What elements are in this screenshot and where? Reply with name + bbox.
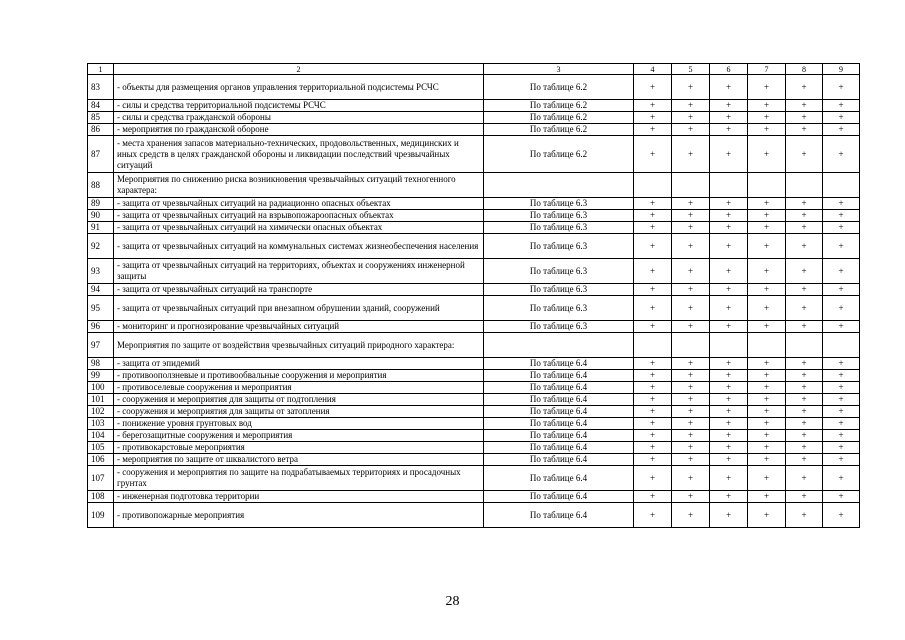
row-mark-cell: +: [672, 259, 710, 284]
row-reference-cell: По таблице 6.2: [484, 100, 634, 112]
row-mark-cell: +: [786, 394, 823, 406]
header-cell: 9: [823, 64, 860, 75]
row-number-cell: 104: [88, 430, 114, 442]
row-mark-cell: +: [786, 491, 823, 503]
row-number-cell: 93: [88, 259, 114, 284]
table-row: [88, 296, 860, 321]
row-mark-cell: +: [748, 491, 786, 503]
row-mark-cell: +: [786, 75, 823, 100]
row-description-cell: - силы и средства гражданской обороны: [114, 112, 484, 124]
row-reference-cell: По таблице 6.3: [484, 259, 634, 284]
table-row: [88, 382, 860, 394]
row-mark-cell: [634, 173, 672, 198]
row-description-cell: - защита от чрезвычайных ситуаций на химически опасных объектах: [114, 222, 484, 234]
row-mark-cell: +: [748, 442, 786, 454]
row-reference-cell: По таблице 6.4: [484, 430, 634, 442]
row-mark-cell: +: [823, 124, 860, 136]
row-mark-cell: +: [823, 406, 860, 418]
row-description-cell: - инженерная подготовка территории: [114, 491, 484, 503]
header-cell: 7: [748, 64, 786, 75]
row-description-cell: - берегозащитные сооружения и мероприятия: [114, 430, 484, 442]
row-reference-cell: По таблице 6.4: [484, 382, 634, 394]
row-mark-cell: +: [823, 259, 860, 284]
row-mark-cell: +: [748, 198, 786, 210]
row-mark-cell: +: [672, 136, 710, 173]
row-mark-cell: +: [823, 430, 860, 442]
row-mark-cell: +: [786, 466, 823, 491]
row-mark-cell: +: [786, 296, 823, 321]
row-mark-cell: +: [672, 296, 710, 321]
row-mark-cell: +: [786, 321, 823, 333]
table-row: [88, 112, 860, 124]
row-reference-cell: По таблице 6.2: [484, 112, 634, 124]
row-number-cell: 102: [88, 406, 114, 418]
row-reference-cell: По таблице 6.4: [484, 370, 634, 382]
row-mark-cell: +: [672, 210, 710, 222]
row-mark-cell: +: [634, 418, 672, 430]
row-mark-cell: +: [672, 124, 710, 136]
table-row: [88, 100, 860, 112]
row-number-cell: 99: [88, 370, 114, 382]
row-reference-cell: По таблице 6.3: [484, 198, 634, 210]
header-cell: 1: [88, 64, 114, 75]
row-reference-cell: По таблице 6.4: [484, 491, 634, 503]
header-cell: 8: [786, 64, 823, 75]
table-row: [88, 442, 860, 454]
row-mark-cell: +: [748, 234, 786, 259]
row-mark-cell: +: [634, 394, 672, 406]
row-number-cell: 109: [88, 503, 114, 528]
row-reference-cell: По таблице 6.2: [484, 136, 634, 173]
row-mark-cell: +: [710, 259, 748, 284]
row-mark-cell: +: [823, 100, 860, 112]
row-mark-cell: [634, 333, 672, 358]
row-mark-cell: +: [823, 503, 860, 528]
row-description-cell: Мероприятия по снижению риска возникновения чрезвычайных ситуаций техногенного характера:: [114, 173, 484, 198]
row-reference-cell: По таблице 6.2: [484, 75, 634, 100]
row-mark-cell: +: [710, 222, 748, 234]
row-mark-cell: +: [710, 75, 748, 100]
row-number-cell: 89: [88, 198, 114, 210]
row-mark-cell: +: [710, 136, 748, 173]
page-number: 28: [445, 594, 460, 609]
row-mark-cell: +: [748, 382, 786, 394]
row-number-cell: 84: [88, 100, 114, 112]
row-mark-cell: +: [786, 198, 823, 210]
table-row: [88, 75, 860, 100]
row-mark-cell: +: [823, 198, 860, 210]
row-reference-cell: По таблице 6.4: [484, 503, 634, 528]
row-reference-cell: По таблице 6.4: [484, 442, 634, 454]
table-row: [88, 466, 860, 491]
row-description-cell: - противопожарные мероприятия: [114, 503, 484, 528]
row-number-cell: 94: [88, 284, 114, 296]
row-mark-cell: +: [748, 466, 786, 491]
row-mark-cell: +: [748, 321, 786, 333]
row-mark-cell: +: [710, 210, 748, 222]
row-mark-cell: +: [672, 100, 710, 112]
row-description-cell: - сооружения и мероприятия по защите на подрабатываемых территориях и просадочных грунтах: [114, 466, 484, 491]
row-number-cell: 97: [88, 333, 114, 358]
row-mark-cell: +: [672, 198, 710, 210]
row-mark-cell: +: [672, 112, 710, 124]
row-number-cell: 86: [88, 124, 114, 136]
row-mark-cell: +: [786, 382, 823, 394]
row-mark-cell: +: [710, 321, 748, 333]
row-mark-cell: +: [634, 100, 672, 112]
row-mark-cell: +: [823, 136, 860, 173]
row-mark-cell: +: [748, 100, 786, 112]
row-mark-cell: +: [823, 210, 860, 222]
row-mark-cell: +: [710, 491, 748, 503]
row-mark-cell: +: [710, 418, 748, 430]
table-body: [88, 64, 860, 528]
row-mark-cell: +: [634, 406, 672, 418]
row-description-cell: - сооружения и мероприятия для защиты от затопления: [114, 406, 484, 418]
table-row: [88, 234, 860, 259]
row-number-cell: 92: [88, 234, 114, 259]
row-mark-cell: +: [710, 406, 748, 418]
row-mark-cell: +: [672, 370, 710, 382]
table-row: [88, 491, 860, 503]
row-description-cell: - объекты для размещения органов управления территориальной подсистемы РСЧС: [114, 75, 484, 100]
row-description-cell: - места хранения запасов материально-технических, продовольственных, медицинских и иных средств в целях гражданской обороны и ликвидации последствий чрезвычайных ситуаций: [114, 136, 484, 173]
row-description-cell: - противоселевые сооружения и мероприятия: [114, 382, 484, 394]
row-mark-cell: +: [786, 503, 823, 528]
table-row: [88, 394, 860, 406]
row-number-cell: 105: [88, 442, 114, 454]
row-mark-cell: +: [710, 370, 748, 382]
row-mark-cell: +: [823, 491, 860, 503]
row-mark-cell: [672, 173, 710, 198]
table-row: [88, 370, 860, 382]
row-mark-cell: [823, 173, 860, 198]
table-row: [88, 173, 860, 198]
row-mark-cell: +: [710, 358, 748, 370]
table-row: [88, 454, 860, 466]
row-mark-cell: +: [710, 198, 748, 210]
table-row: [88, 136, 860, 173]
row-reference-cell: По таблице 6.4: [484, 394, 634, 406]
row-mark-cell: +: [672, 491, 710, 503]
table-row: [88, 259, 860, 284]
row-mark-cell: +: [710, 296, 748, 321]
row-reference-cell: По таблице 6.3: [484, 284, 634, 296]
row-mark-cell: +: [634, 136, 672, 173]
row-mark-cell: +: [710, 124, 748, 136]
row-mark-cell: +: [710, 394, 748, 406]
row-mark-cell: +: [786, 370, 823, 382]
row-mark-cell: +: [634, 124, 672, 136]
row-number-cell: 95: [88, 296, 114, 321]
row-mark-cell: +: [634, 358, 672, 370]
row-mark-cell: +: [748, 296, 786, 321]
row-mark-cell: +: [672, 442, 710, 454]
row-mark-cell: +: [672, 430, 710, 442]
row-mark-cell: +: [672, 75, 710, 100]
row-mark-cell: +: [748, 210, 786, 222]
row-mark-cell: +: [748, 430, 786, 442]
row-number-cell: 88: [88, 173, 114, 198]
row-number-cell: 98: [88, 358, 114, 370]
row-mark-cell: +: [748, 370, 786, 382]
row-mark-cell: +: [672, 321, 710, 333]
row-mark-cell: +: [672, 466, 710, 491]
table-row: [88, 333, 860, 358]
row-mark-cell: +: [748, 394, 786, 406]
row-mark-cell: +: [786, 100, 823, 112]
row-mark-cell: +: [710, 430, 748, 442]
row-reference-cell: По таблице 6.4: [484, 454, 634, 466]
row-mark-cell: +: [672, 406, 710, 418]
row-mark-cell: +: [823, 358, 860, 370]
table-row: [88, 222, 860, 234]
table-row: [88, 198, 860, 210]
row-mark-cell: +: [823, 382, 860, 394]
row-mark-cell: +: [672, 503, 710, 528]
table-row: [88, 406, 860, 418]
table-row: [88, 210, 860, 222]
row-reference-cell: По таблице 6.3: [484, 321, 634, 333]
row-mark-cell: +: [634, 321, 672, 333]
row-mark-cell: +: [634, 430, 672, 442]
row-description-cell: - защита от чрезвычайных ситуаций на транспорте: [114, 284, 484, 296]
row-mark-cell: +: [823, 296, 860, 321]
header-cell: 2: [114, 64, 484, 75]
row-description-cell: - защита от чрезвычайных ситуаций на коммунальных системах жизнеобеспечения населения: [114, 234, 484, 259]
row-description-cell: - противооползневые и противообвальные сооружения и мероприятия: [114, 370, 484, 382]
row-number-cell: 91: [88, 222, 114, 234]
row-mark-cell: +: [823, 321, 860, 333]
row-mark-cell: +: [672, 234, 710, 259]
row-mark-cell: +: [786, 358, 823, 370]
row-mark-cell: +: [786, 442, 823, 454]
row-mark-cell: +: [823, 112, 860, 124]
row-mark-cell: +: [786, 222, 823, 234]
row-mark-cell: +: [748, 75, 786, 100]
measures-table: [87, 63, 860, 528]
row-description-cell: - понижение уровня грунтовых вод: [114, 418, 484, 430]
row-mark-cell: [786, 173, 823, 198]
row-mark-cell: +: [748, 284, 786, 296]
row-mark-cell: [823, 333, 860, 358]
row-mark-cell: +: [710, 466, 748, 491]
row-mark-cell: +: [748, 259, 786, 284]
table-row: [88, 284, 860, 296]
row-mark-cell: +: [823, 370, 860, 382]
row-mark-cell: +: [634, 382, 672, 394]
row-mark-cell: +: [786, 234, 823, 259]
row-number-cell: 101: [88, 394, 114, 406]
row-number-cell: 107: [88, 466, 114, 491]
row-mark-cell: +: [634, 466, 672, 491]
row-number-cell: 87: [88, 136, 114, 173]
row-number-cell: 96: [88, 321, 114, 333]
row-mark-cell: +: [672, 394, 710, 406]
row-mark-cell: +: [634, 284, 672, 296]
row-mark-cell: +: [823, 394, 860, 406]
row-mark-cell: +: [710, 442, 748, 454]
row-description-cell: Мероприятия по защите от воздействия чрезвычайных ситуаций природного характера:: [114, 333, 484, 358]
row-reference-cell: По таблице 6.2: [484, 124, 634, 136]
row-mark-cell: +: [786, 112, 823, 124]
row-mark-cell: +: [786, 430, 823, 442]
row-reference-cell: По таблице 6.3: [484, 210, 634, 222]
header-cell: 3: [484, 64, 634, 75]
row-reference-cell: По таблице 6.3: [484, 234, 634, 259]
row-mark-cell: [748, 173, 786, 198]
row-mark-cell: +: [748, 406, 786, 418]
row-mark-cell: +: [634, 222, 672, 234]
row-mark-cell: +: [634, 210, 672, 222]
row-mark-cell: +: [672, 284, 710, 296]
row-mark-cell: +: [634, 370, 672, 382]
row-mark-cell: +: [672, 382, 710, 394]
row-mark-cell: +: [786, 454, 823, 466]
row-mark-cell: +: [634, 491, 672, 503]
row-mark-cell: +: [748, 124, 786, 136]
table-header-row: [88, 64, 860, 75]
row-reference-cell: По таблице 6.4: [484, 406, 634, 418]
row-mark-cell: +: [748, 112, 786, 124]
row-number-cell: 108: [88, 491, 114, 503]
row-mark-cell: +: [634, 296, 672, 321]
row-description-cell: - сооружения и мероприятия для защиты от подтопления: [114, 394, 484, 406]
row-mark-cell: +: [786, 136, 823, 173]
row-reference-cell: По таблице 6.4: [484, 418, 634, 430]
row-mark-cell: +: [748, 136, 786, 173]
row-mark-cell: +: [786, 406, 823, 418]
row-mark-cell: +: [672, 454, 710, 466]
row-mark-cell: +: [748, 222, 786, 234]
row-mark-cell: [710, 173, 748, 198]
row-mark-cell: +: [634, 454, 672, 466]
header-cell: 5: [672, 64, 710, 75]
row-mark-cell: +: [823, 222, 860, 234]
row-reference-cell: [484, 173, 634, 198]
row-reference-cell: По таблице 6.4: [484, 358, 634, 370]
row-mark-cell: +: [748, 503, 786, 528]
table-row: [88, 418, 860, 430]
row-mark-cell: +: [634, 198, 672, 210]
row-mark-cell: +: [710, 454, 748, 466]
table-row: [88, 503, 860, 528]
row-mark-cell: +: [634, 503, 672, 528]
row-mark-cell: +: [786, 259, 823, 284]
row-mark-cell: +: [823, 454, 860, 466]
row-mark-cell: +: [634, 234, 672, 259]
header-cell: 6: [710, 64, 748, 75]
row-mark-cell: +: [786, 418, 823, 430]
row-mark-cell: +: [823, 284, 860, 296]
row-mark-cell: +: [823, 442, 860, 454]
row-mark-cell: +: [786, 284, 823, 296]
row-mark-cell: +: [672, 418, 710, 430]
row-reference-cell: По таблице 6.3: [484, 296, 634, 321]
header-cell: 4: [634, 64, 672, 75]
row-description-cell: - защита от чрезвычайных ситуаций на взрывопожароопасных объектах: [114, 210, 484, 222]
row-reference-cell: По таблице 6.3: [484, 222, 634, 234]
row-mark-cell: +: [672, 222, 710, 234]
row-number-cell: 106: [88, 454, 114, 466]
row-mark-cell: +: [710, 503, 748, 528]
table-row: [88, 124, 860, 136]
row-mark-cell: +: [634, 442, 672, 454]
row-number-cell: 83: [88, 75, 114, 100]
row-description-cell: - противокарстовые мероприятия: [114, 442, 484, 454]
row-mark-cell: +: [634, 112, 672, 124]
table-row: [88, 358, 860, 370]
row-mark-cell: [672, 333, 710, 358]
row-description-cell: - защита от чрезвычайных ситуаций при внезапном обрушении зданий, сооружений: [114, 296, 484, 321]
row-mark-cell: +: [748, 454, 786, 466]
row-description-cell: - защита от чрезвычайных ситуаций на радиационно опасных объектах: [114, 198, 484, 210]
row-mark-cell: +: [710, 284, 748, 296]
row-description-cell: - мониторинг и прогнозирование чрезвычайных ситуаций: [114, 321, 484, 333]
row-mark-cell: [710, 333, 748, 358]
row-mark-cell: +: [672, 358, 710, 370]
row-number-cell: 103: [88, 418, 114, 430]
row-mark-cell: +: [823, 466, 860, 491]
row-mark-cell: +: [710, 112, 748, 124]
row-mark-cell: +: [823, 418, 860, 430]
row-mark-cell: +: [710, 100, 748, 112]
row-mark-cell: +: [710, 234, 748, 259]
row-number-cell: 100: [88, 382, 114, 394]
row-mark-cell: +: [823, 234, 860, 259]
row-mark-cell: [786, 333, 823, 358]
row-mark-cell: +: [748, 418, 786, 430]
table-row: [88, 430, 860, 442]
row-reference-cell: По таблице 6.4: [484, 466, 634, 491]
row-mark-cell: [748, 333, 786, 358]
row-mark-cell: +: [710, 382, 748, 394]
row-mark-cell: +: [786, 124, 823, 136]
row-description-cell: - силы и средства территориальной подсистемы РСЧС: [114, 100, 484, 112]
row-number-cell: 90: [88, 210, 114, 222]
row-mark-cell: +: [634, 75, 672, 100]
row-number-cell: 85: [88, 112, 114, 124]
row-reference-cell: [484, 333, 634, 358]
row-mark-cell: +: [823, 75, 860, 100]
row-mark-cell: +: [634, 259, 672, 284]
table-row: [88, 321, 860, 333]
row-description-cell: - мероприятия по защите от шквалистого ветра: [114, 454, 484, 466]
row-description-cell: - защита от эпидемий: [114, 358, 484, 370]
row-description-cell: - мероприятия по гражданской обороне: [114, 124, 484, 136]
row-mark-cell: +: [748, 358, 786, 370]
row-description-cell: - защита от чрезвычайных ситуаций на территориях, объектах и сооружениях инженерной защиты: [114, 259, 484, 284]
row-mark-cell: +: [786, 210, 823, 222]
